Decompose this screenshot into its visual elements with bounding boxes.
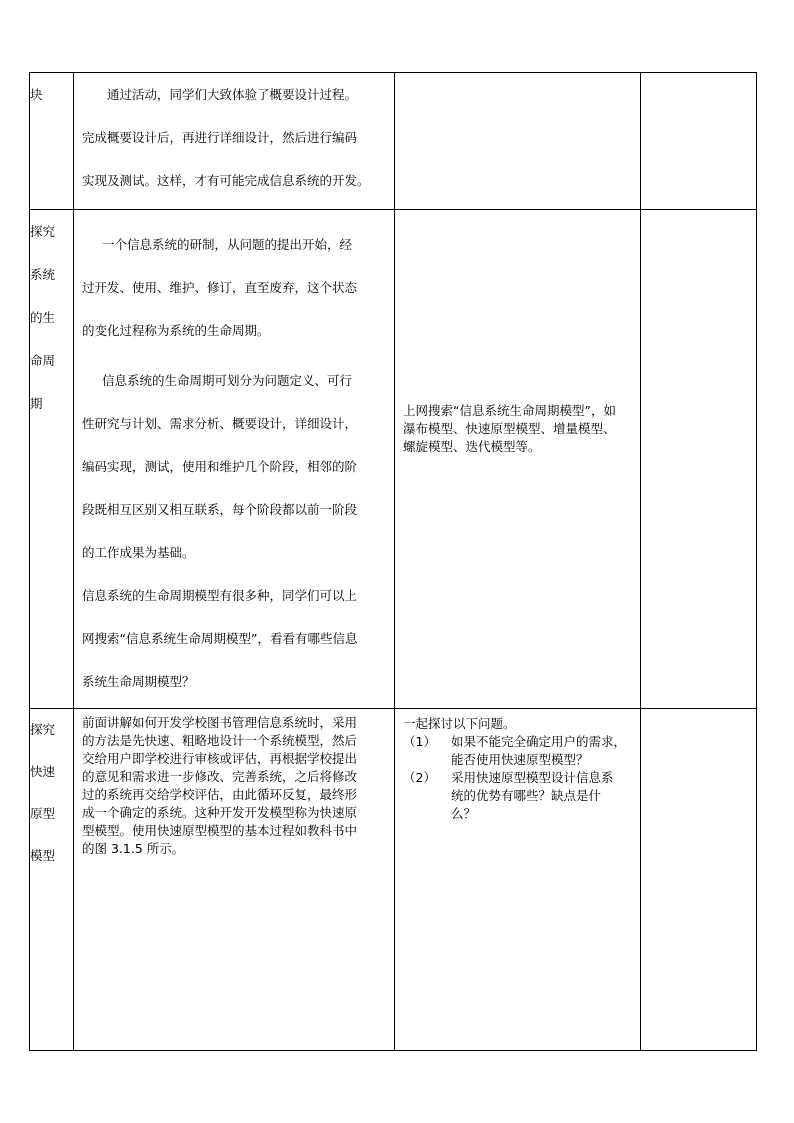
content-line: 成一个确定的系统。这种开发开发模型称为快速原 (82, 805, 358, 820)
table-row (30, 709, 757, 1051)
paragraph-gap (82, 352, 388, 359)
content-line: 的图 3.1.5 所示。 (82, 841, 185, 856)
question-line: 统的优势有哪些？缺点是什 (451, 788, 602, 803)
activity-intro: 一起探讨以下问题。 (403, 716, 516, 731)
row-label-line: 命周 (30, 353, 56, 368)
content-line: 信息系统的生命周期模型有很多种，同学们可以上 (82, 588, 358, 603)
content-paragraph (74, 709, 394, 857)
content-paragraph (82, 574, 388, 703)
row-label-cell (30, 210, 74, 709)
question-line: 能否使用快速原型模型？ (451, 752, 589, 767)
content-cell (74, 210, 395, 709)
question-line: 如果不能完全确定用户的需求， (451, 734, 627, 749)
content-line: 的方法是先快速、粗略地设计一个系统模型，然后 (82, 733, 358, 748)
table-row (30, 210, 757, 709)
row-label-cell (30, 73, 74, 210)
content-line: 段既相互区别又相互联系，每个阶段都以前一阶段 (82, 502, 358, 517)
content-line: 的意见和需求进一步修改、完善系统，之后将修改 (82, 769, 358, 784)
question-item (403, 732, 634, 750)
question-line: 么？ (451, 806, 477, 821)
question-item (403, 768, 634, 786)
content-line: 通过活动，同学们大致体验了概要设计过程。 (107, 87, 358, 102)
content-line: 信息系统的生命周期可划分为问题定义、可行 (102, 373, 353, 388)
row-label-line: 块 (30, 87, 43, 102)
content-line: 过的系统再交给学校评估，由此循环反复，最终形 (82, 787, 358, 802)
lesson-plan-table (29, 72, 757, 1051)
activity-line: 瀑布模型、快速原型模型、增量模型、 (403, 421, 616, 436)
activity-paragraph (395, 210, 640, 455)
notes-cell (641, 73, 757, 210)
question-number: （1） (403, 734, 436, 749)
content-line: 交给用户即学校进行审核或评估，再根据学校提出 (82, 751, 358, 766)
row-label-line: 探究 (30, 722, 56, 737)
question-number: （2） (403, 770, 436, 785)
row-label-line: 原型 (30, 806, 56, 821)
notes-cell (641, 709, 757, 1051)
activity-line: 上网搜索“信息系统生命周期模型”，如 (403, 403, 616, 418)
activity-cell (395, 709, 641, 1051)
content-paragraph (82, 359, 388, 574)
content-line: 前面讲解如何开发学校图书管理信息系统时，采用 (82, 715, 358, 730)
row-label-line: 快速 (30, 764, 56, 779)
content-line: 系统生命周期模型？ (82, 674, 195, 689)
row-label-line: 探究 (30, 224, 56, 239)
content-line: 型模型。使用快速原型模型的基本过程如教科书中 (82, 823, 358, 838)
content-paragraph (82, 223, 388, 352)
content-line: 编码实现，测试，使用和维护几个阶段，相邻的阶 (82, 459, 358, 474)
row-label-line: 模型 (30, 848, 56, 863)
row-label-line: 期 (30, 396, 43, 411)
content-body (74, 210, 394, 703)
content-cell (74, 709, 395, 1051)
activity-body (395, 709, 640, 822)
row-label-line: 系统 (30, 267, 56, 282)
activity-cell (395, 210, 641, 709)
activity-line: 螺旋模型、迭代模型等。 (403, 439, 541, 454)
notes-cell (641, 210, 757, 709)
row-label-line: 的生 (30, 310, 56, 325)
content-line: 实现及测试。这样，才有可能完成信息系统的开发。 (82, 173, 370, 188)
content-line: 网搜索“信息系统生命周期模型”，看看有哪些信息 (82, 631, 358, 646)
content-line: 性研究与计划、需求分析、概要设计，详细设计， (82, 416, 358, 431)
table-row (30, 73, 757, 210)
content-line: 过开发、使用、维护、修订，直至废弃，这个状态 (82, 280, 358, 295)
content-cell (74, 73, 395, 210)
content-line: 的变化过程称为系统的生命周期。 (82, 323, 270, 338)
question-line: 采用快速原型模型设计信息系 (451, 770, 614, 785)
content-line: 一个信息系统的研制，从问题的提出开始，经 (102, 237, 353, 252)
activity-cell (395, 73, 641, 210)
row-label-cell (30, 709, 74, 1051)
content-paragraph (74, 73, 394, 202)
content-line: 的工作成果为基础。 (82, 545, 195, 560)
row-label (30, 73, 73, 116)
content-line: 完成概要设计后，再进行详细设计，然后进行编码 (82, 130, 358, 145)
